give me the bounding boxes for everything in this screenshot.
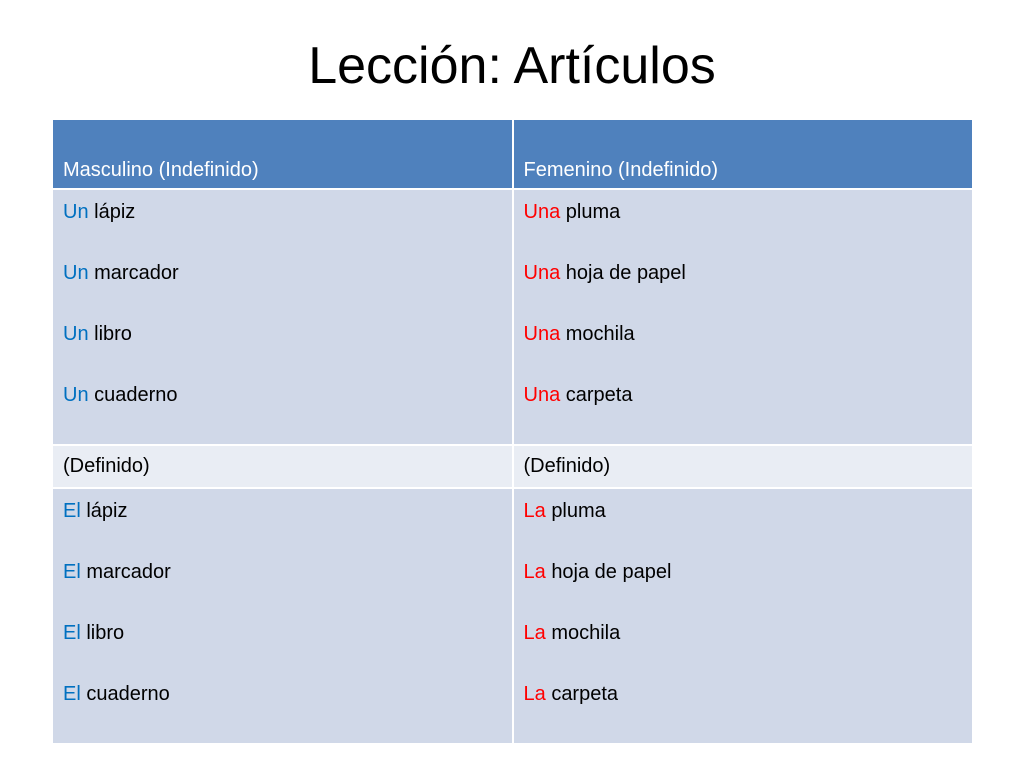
noun-word: mochila [551,622,621,644]
article-word: La [523,561,546,583]
header-feminine-indefinite: Femenino (Indefinido) [513,119,974,189]
article-word: Un [63,384,89,406]
noun-word: pluma [551,500,606,522]
list-item [524,383,963,444]
list-item [524,200,963,261]
article-word: Un [63,201,89,223]
cell-feminine-indefinite [513,189,974,445]
table-row-indefinite [52,189,973,445]
list-item [63,499,502,560]
list-item [63,261,502,322]
noun-word: mochila [565,323,635,345]
noun-word: hoja de papel [551,561,672,583]
cell-feminine-definite [513,488,974,744]
list-item [524,560,963,621]
list-item [524,261,963,322]
article-word: Una [523,201,561,223]
list-item [524,499,963,560]
article-word: La [523,622,546,644]
article-word: Una [523,384,561,406]
noun-word: marcador [86,561,171,583]
label-masculine-definite: (Definido) [52,445,513,488]
article-word: La [523,683,546,705]
list-item [524,682,963,743]
table-header-row [52,119,973,189]
article-word: El [63,500,81,522]
header-masculine-indefinite: Masculino (Indefinido) [52,119,513,189]
noun-word: pluma [565,201,621,223]
noun-word: marcador [94,262,179,284]
table-row-definite-label [52,445,973,488]
article-word: Un [63,323,89,345]
list-item [63,621,502,682]
noun-word: libro [94,323,132,345]
article-word: Un [63,262,89,284]
list-item [63,200,502,261]
label-feminine-definite: (Definido) [513,445,974,488]
article-word: El [63,561,81,583]
list-item [63,560,502,621]
articles-table [51,118,974,745]
noun-word: hoja de papel [565,262,686,284]
article-word: Una [523,262,561,284]
noun-word: lápiz [86,500,128,522]
noun-word: lápiz [94,201,136,223]
list-item [63,383,502,444]
cell-masculine-indefinite [52,189,513,445]
noun-word: carpeta [551,683,619,705]
noun-word: carpeta [565,384,633,406]
list-item [524,322,963,383]
cell-masculine-definite [52,488,513,744]
list-item [63,322,502,383]
noun-word: libro [86,622,125,644]
noun-word: cuaderno [86,683,170,705]
article-word: El [63,622,81,644]
article-word: La [523,500,546,522]
list-item [524,621,963,682]
article-word: El [63,683,81,705]
noun-word: cuaderno [94,384,178,406]
list-item [63,682,502,743]
table-row-definite [52,488,973,744]
slide-title: Lección: Artículos [308,37,716,95]
article-word: Una [523,323,561,345]
